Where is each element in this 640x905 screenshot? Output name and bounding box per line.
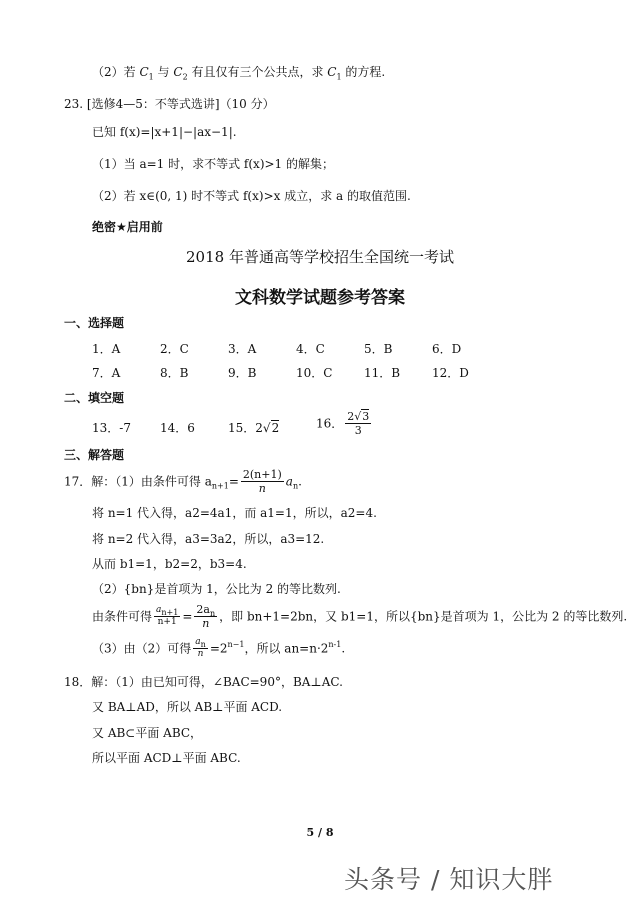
secret-label: 绝密★启用前 — [92, 220, 163, 234]
mc-answer: 5．B — [364, 342, 393, 356]
q23-heading: 23. [选修4—5：不等式选讲]（10 分） — [64, 97, 275, 111]
fraction: $\frac{2a_n}{n}$ — [196, 603, 216, 630]
fraction: $\frac{2(n+1)}{n}$ — [242, 468, 282, 495]
document-subtitle: 文科数学试题参考答案 — [235, 288, 405, 308]
q18-line2: 又 BA⊥AD，所以 AB⊥平面 ACD. — [92, 700, 283, 714]
q17-line1: 17．解：（1）由条件可得 $a_{n+1}=$ $\frac{2(n+1)}{n}$ $a_n$. — [64, 468, 302, 495]
mc-answer: 11．B — [364, 366, 401, 380]
page-number: 5 / 8 — [306, 826, 334, 839]
fill-answer-14: 14．6 — [160, 421, 195, 435]
mc-answer: 4．C — [296, 342, 325, 356]
q18-line3: 又 AB⊂平面 ABC， — [92, 726, 203, 740]
mc-answer: 10．C — [296, 366, 333, 380]
q17-line7: （3）由（2）可得 $\frac{a_n}{n}$ $=2^{n-1}$，所以 $an=n\cdot 2^{n-1}$. — [92, 637, 346, 659]
q17-line3: 将 n=2 代入得，a3=3a2，所以，a3=12. — [92, 532, 325, 546]
document-title: 2018 年普通高等学校招生全国统一考试 — [186, 248, 454, 266]
mc-answer: 3．A — [228, 342, 257, 356]
fraction: $\frac{a_{n+1}}{n+1}$ — [156, 605, 179, 627]
mc-answers-row2 — [92, 364, 500, 381]
section-fill-in: 二、填空题 — [64, 391, 125, 405]
q18-line1: 18．解：（1）由已知可得，∠BAC=90°，BA⊥AC. — [64, 675, 343, 689]
mc-answer: 12．D — [432, 366, 469, 380]
q22-part2: （2）若 $C_1$ 与 $C_2$ 有且仅有三个公共点，求 $C_1$ 的方程. — [92, 65, 386, 82]
fraction: $\frac{a_n}{n}$ — [195, 637, 206, 659]
q17-line4: 从而 b1=1，b2=2，b3=4. — [92, 557, 247, 571]
mc-answer: 2．C — [160, 342, 189, 356]
q18-line4: 所以平面 ACD⊥平面 ABC. — [92, 751, 241, 765]
watermark: 头条号 / 知识大胖 — [344, 865, 554, 894]
q17-line6: 由条件可得 $\frac{a_{n+1}}{n+1}$ = $\frac{2a_n}{n}$ ，即 bn+1=2bn，又 b1=1，所以{bn}是首项为 1，公比为 2 的等比数列. — [92, 603, 628, 630]
section-solutions: 三、解答题 — [64, 448, 125, 462]
mc-answer: 9．B — [228, 366, 257, 380]
q23-given: 已知 f(x)=|x+1|−|ax−1|. — [92, 125, 237, 139]
mc-answers-row1 — [92, 340, 500, 357]
section-multiple-choice: 一、选择题 — [64, 316, 125, 330]
mc-answer: 8．B — [160, 366, 189, 380]
q17-line5: （2）{bn}是首项为 1，公比为 2 的等比数列. — [92, 582, 341, 596]
fill-answer-16: 16． $\frac{2√3}{3}$ — [316, 410, 370, 437]
mc-answer: 7．A — [92, 366, 121, 380]
fraction: $\frac{2√3}{3}$ — [347, 410, 370, 437]
fill-answer-13: 13．-7 — [92, 421, 131, 435]
mc-answer: 6．D — [432, 342, 462, 356]
q17-line2: 将 n=1 代入得，a2=4a1，而 a1=1，所以，a2=4. — [92, 506, 377, 520]
mc-answer: 1．A — [92, 342, 121, 356]
q23-part1: （1）当 a=1 时，求不等式 f(x)>1 的解集； — [92, 157, 334, 171]
fill-answer-15: 15．2√2 — [228, 421, 280, 435]
q23-part2: （2）若 x∈(0, 1) 时不等式 f(x)>x 成立，求 a 的取值范围. — [92, 189, 411, 203]
